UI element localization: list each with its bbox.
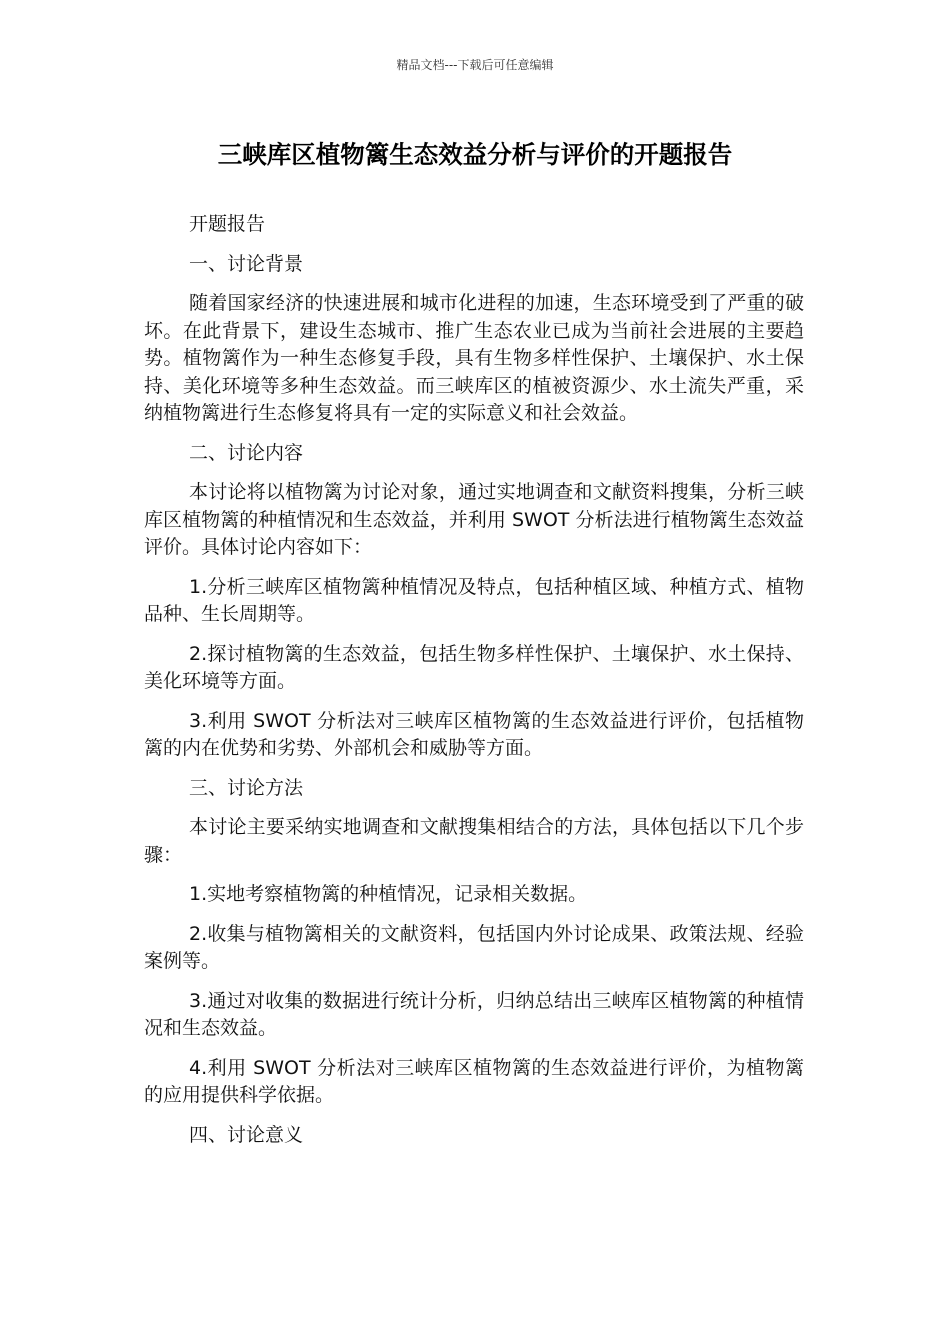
section-heading-significance: 四、讨论意义 xyxy=(189,1123,304,1146)
section-heading-method: 三、讨论方法 xyxy=(189,776,304,799)
list-item-method-2: 2.收集与植物篱相关的文献资料，包括国内外讨论成果、政策法规、经验案例等。 xyxy=(144,922,804,972)
list-item-method-3: 3.通过对收集的数据进行统计分析，归纳总结出三峡库区植物篱的种植情况和生态效益。 xyxy=(144,989,804,1039)
list-item-content-2: 2.探讨植物篱的生态效益，包括生物多样性保护、土壤保护、水土保持、美化环境等方面。 xyxy=(144,642,804,692)
header-note: 精品文档---下载后可任意编辑 xyxy=(396,58,554,72)
document-title: 三峡库区植物篱生态效益分析与评价的开题报告 xyxy=(217,140,733,169)
section-heading-content: 二、讨论内容 xyxy=(189,441,304,464)
list-item-content-3: 3.利用 SWOT 分析法对三峡库区植物篱的生态效益进行评价，包括植物篱的内在优势和劣势、外部机会和威胁等方面。 xyxy=(144,709,804,759)
paragraph-report-label: 开题报告 xyxy=(189,213,266,235)
paragraph-background: 随着国家经济的快速进展和城市化进程的加速，生态环境受到了严重的破坏。在此背景下，建设生态城市、推广生态农业已成为当前社会进展的主要趋势。植物篱作为一种生态修复手段，具有生物多样性保护、土壤保护、水土保持、美化环境等多种生态效益。而三峡库区的植被资源少、水土流失严重，采纳植物篱进行生态修复将具有一定的实际意义和社会效益。 xyxy=(144,292,804,424)
paragraph-content-intro: 本讨论将以植物篱为讨论对象，通过实地调查和文献资料搜集，分析三峡库区植物篱的种植情况和生态效益，并利用 SWOT 分析法进行植物篱生态效益评价。具体讨论内容如下： xyxy=(144,481,804,558)
paragraph-method-intro: 本讨论主要采纳实地调查和文献搜集相结合的方法，具体包括以下几个步骤： xyxy=(144,816,804,866)
section-heading-background: 一、讨论背景 xyxy=(189,252,304,275)
list-item-content-1: 1.分析三峡库区植物篱种植情况及特点，包括种植区域、种植方式、植物品种、生长周期等。 xyxy=(144,575,804,625)
document-body xyxy=(144,211,804,1161)
list-item-method-4: 4.利用 SWOT 分析法对三峡库区植物篱的生态效益进行评价，为植物篱的应用提供科学依据。 xyxy=(144,1056,804,1106)
list-item-method-1: 1.实地考察植物篱的种植情况，记录相关数据。 xyxy=(189,883,588,905)
